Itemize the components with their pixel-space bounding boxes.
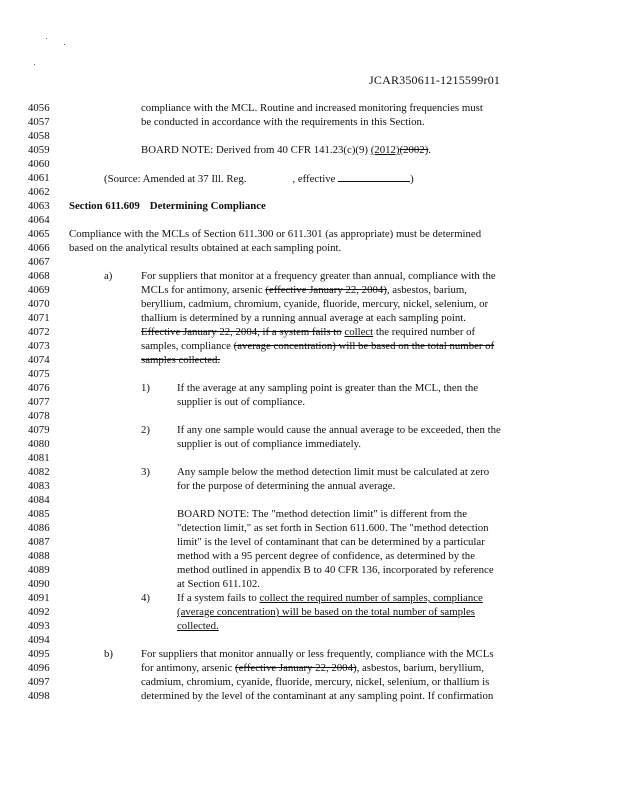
item-number: 1) bbox=[141, 382, 150, 394]
body-line: thallium is determined by a running annual average at each sampling point. bbox=[141, 312, 467, 324]
line-number: 4092 bbox=[28, 606, 50, 618]
line-number: 4070 bbox=[28, 298, 50, 310]
deleted-text: (effective January 22, 2004) bbox=[265, 284, 387, 296]
body-line: beryllium, cadmium, chromium, cyanide, fluoride, mercury, nickel, selenium, or bbox=[141, 298, 489, 310]
inserted-text: collect bbox=[344, 326, 374, 338]
body-line: For suppliers that monitor at a frequency greater than annual, compliance with the bbox=[141, 270, 496, 282]
body-line: supplier is out of compliance immediately. bbox=[177, 438, 362, 450]
body-line: determined by the level of the contaminant at any sampling point. If confirmation bbox=[141, 690, 494, 702]
line-number: 4079 bbox=[28, 424, 50, 436]
inserted-line: (average concentration) will be based on the total number of samples bbox=[177, 606, 476, 618]
body-line: supplier is out of compliance. bbox=[177, 396, 306, 408]
text-run: for antimony, arsenic bbox=[141, 662, 236, 674]
text-run: , asbestos, barium, beryllium, bbox=[356, 662, 485, 674]
scan-speck bbox=[46, 38, 47, 39]
board-note-line: limit" is the level of contaminant that can be determined by a particular bbox=[177, 536, 485, 548]
line-number: 4080 bbox=[28, 438, 50, 450]
body-line: If the average at any sampling point is greater than the MCL, then the bbox=[177, 382, 479, 394]
inserted-text: collect the required number of samples, compliance bbox=[259, 592, 483, 604]
line-number: 4077 bbox=[28, 396, 50, 408]
line-number: 4081 bbox=[28, 452, 50, 464]
body-line bbox=[177, 591, 483, 605]
body-line bbox=[141, 283, 467, 297]
effective-date-blank bbox=[338, 171, 410, 182]
line-number: 4084 bbox=[28, 494, 50, 506]
section-title: Determining Compliance bbox=[149, 200, 266, 212]
deleted-text: Effective January 22, 2004, if a system fails to bbox=[141, 326, 342, 338]
text-run: If a system fails to bbox=[177, 592, 260, 604]
subsection-label: a) bbox=[104, 270, 113, 282]
scan-speck bbox=[34, 64, 35, 65]
deleted-text: (average concentration) will be based on the total number of bbox=[233, 340, 495, 352]
line-number: 4076 bbox=[28, 382, 50, 394]
board-note-line: BOARD NOTE: The "method detection limit" is different from the bbox=[177, 508, 467, 520]
board-note-line: at Section 611.102. bbox=[177, 578, 260, 590]
line-number: 4096 bbox=[28, 662, 50, 674]
line-number: 4059 bbox=[28, 144, 50, 156]
board-note-text: BOARD NOTE: Derived from 40 CFR 141.23(c)(9) bbox=[141, 144, 371, 156]
deleted-text: (2002) bbox=[399, 144, 429, 156]
line-number: 4071 bbox=[28, 312, 50, 324]
item-number: 4) bbox=[141, 592, 150, 604]
line-number: 4089 bbox=[28, 564, 50, 576]
line-number: 4060 bbox=[28, 158, 50, 170]
source-note-text: (Source: Amended at 37 Ill. Reg. bbox=[104, 173, 247, 185]
subsection-label: b) bbox=[104, 648, 113, 660]
text-run: MCLs for antimony, arsenic bbox=[141, 284, 266, 296]
deleted-text: (effective January 22, 2004) bbox=[235, 662, 357, 674]
effective-label: , effective bbox=[292, 173, 336, 185]
line-number: 4072 bbox=[28, 326, 50, 338]
source-note bbox=[104, 171, 414, 186]
line-number: 4093 bbox=[28, 620, 50, 632]
line-number: 4065 bbox=[28, 228, 50, 240]
body-line bbox=[141, 661, 484, 675]
board-note-line: "detection limit," as set forth in Section 611.600. The "method detection bbox=[177, 522, 489, 534]
body-line: based on the analytical results obtained at each sampling point. bbox=[69, 242, 342, 254]
body-line: For suppliers that monitor annually or less frequently, compliance with the MCLs bbox=[141, 648, 494, 660]
line-number: 4090 bbox=[28, 578, 50, 590]
line-number: 4063 bbox=[28, 200, 50, 212]
line-number: 4091 bbox=[28, 592, 50, 604]
section-heading bbox=[69, 199, 266, 213]
source-note-end: ) bbox=[410, 173, 414, 185]
line-number: 4088 bbox=[28, 550, 50, 562]
scan-speck bbox=[64, 44, 65, 45]
line-number: 4058 bbox=[28, 130, 50, 142]
line-number: 4085 bbox=[28, 508, 50, 520]
line-number: 4078 bbox=[28, 410, 50, 422]
line-number: 4098 bbox=[28, 690, 50, 702]
text-run: , asbestos, barium, bbox=[386, 284, 467, 296]
line-number: 4069 bbox=[28, 284, 50, 296]
line-number: 4074 bbox=[28, 354, 50, 366]
section-number: Section 611.609 bbox=[69, 200, 140, 212]
body-line: be conducted in accordance with the requirements in this Section. bbox=[141, 116, 425, 128]
item-number: 3) bbox=[141, 466, 150, 478]
line-number: 4083 bbox=[28, 480, 50, 492]
line-number: 4068 bbox=[28, 270, 50, 282]
body-line bbox=[141, 325, 475, 339]
inserted-text: (2012) bbox=[370, 144, 400, 156]
text-run: samples, compliance bbox=[141, 340, 234, 352]
text-run: the required number of bbox=[373, 326, 476, 338]
line-number: 4073 bbox=[28, 340, 50, 352]
line-number: 4064 bbox=[28, 214, 50, 226]
body-line: Any sample below the method detection limit must be calculated at zero bbox=[177, 466, 490, 478]
deleted-line: samples collected. bbox=[141, 354, 221, 366]
line-number: 4066 bbox=[28, 242, 50, 254]
line-number: 4086 bbox=[28, 522, 50, 534]
line-number: 4082 bbox=[28, 466, 50, 478]
line-number: 4057 bbox=[28, 116, 50, 128]
inserted-line: collected. bbox=[177, 620, 219, 632]
line-number: 4095 bbox=[28, 648, 50, 660]
body-line: for the purpose of determining the annual average. bbox=[177, 480, 396, 492]
board-note-end: . bbox=[428, 144, 431, 156]
body-line: Compliance with the MCLs of Section 611.300 or 611.301 (as appropriate) must be determined bbox=[69, 228, 482, 240]
line-number: 4061 bbox=[28, 172, 50, 184]
line-number: 4056 bbox=[28, 102, 50, 114]
board-note-line: method outlined in appendix B to 40 CFR 136, incorporated by reference bbox=[177, 564, 494, 576]
body-line: cadmium, chromium, cyanide, fluoride, mercury, nickel, selenium, or thallium is bbox=[141, 676, 490, 688]
body-line bbox=[141, 339, 494, 353]
body-line: compliance with the MCL. Routine and increased monitoring frequencies must bbox=[141, 102, 483, 114]
item-number: 2) bbox=[141, 424, 150, 436]
line-number: 4067 bbox=[28, 256, 50, 268]
line-number: 4062 bbox=[28, 186, 50, 198]
board-note-line: method with a 95 percent degree of confidence, as determined by the bbox=[177, 550, 475, 562]
body-line: If any one sample would cause the annual average to be exceeded, then the bbox=[177, 424, 501, 436]
document-id-header: JCAR350611-1215599r01 bbox=[369, 73, 501, 87]
line-number: 4087 bbox=[28, 536, 50, 548]
line-number: 4075 bbox=[28, 368, 50, 380]
line-number: 4094 bbox=[28, 634, 50, 646]
board-note bbox=[141, 143, 431, 157]
line-number: 4097 bbox=[28, 676, 50, 688]
